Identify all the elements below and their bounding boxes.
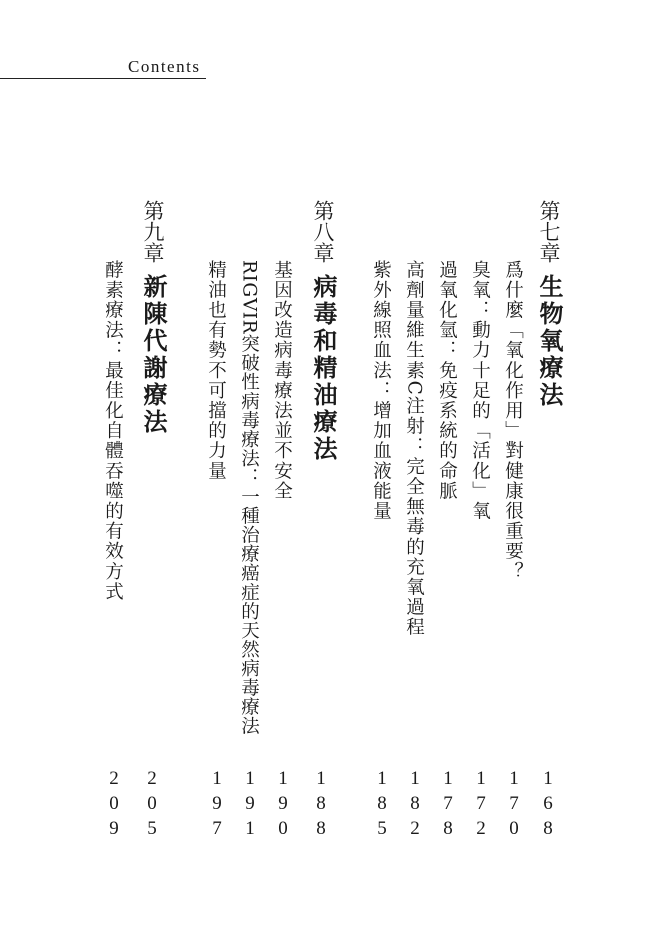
chapter-8-entry-1[interactable]: 基因改造病毒療法並不安全 [271, 260, 293, 502]
chapter-8-entry-3-page: 1 9 7 [212, 768, 222, 839]
chapter-7-entry-5-page: 1 8 5 [377, 768, 387, 839]
chapter-8-label: 第八章 [311, 200, 335, 263]
chapter-8-title: 病毒和精油療法 [309, 274, 338, 464]
chapter-7-entry-5[interactable]: 紫外線照血法：增加血液能量 [370, 260, 392, 522]
chapter-9-entry-1-page: 2 0 9 [109, 768, 119, 839]
header-rule [0, 78, 206, 79]
chapter-7-entry-4-page: 1 8 2 [410, 768, 420, 839]
chapter-9-title: 新陳代謝療法 [139, 274, 168, 437]
chapter-8-entry-2[interactable]: RIGVIR突破性病毒療法：一種治療癌症的天然病毒療法 [238, 260, 260, 736]
page-header-title: Contents [128, 57, 201, 76]
chapter-8-heading [309, 200, 338, 464]
chapter-7-heading [535, 200, 564, 410]
chapter-7-entry-4[interactable]: 高劑量維生素C注射：完全無毒的充氧過程 [403, 260, 425, 638]
chapter-8-entry-1-page: 1 9 0 [278, 768, 288, 839]
chapter-8-entry-2-page: 1 9 1 [245, 768, 255, 839]
chapter-7-entry-3[interactable]: 過氧化氫：免疫系統的命脈 [436, 260, 458, 502]
chapter-7-label: 第七章 [537, 200, 561, 263]
chapter-9-entry-1[interactable]: 酵素療法：最佳化自體吞噬的有效方式 [102, 260, 124, 602]
chapter-8-entry-3[interactable]: 精油也有勢不可擋的力量 [205, 260, 227, 482]
chapter-7-entry-2-page: 1 7 2 [476, 768, 486, 839]
chapter-9-label: 第九章 [141, 200, 165, 263]
chapter-7-title: 生物氧療法 [535, 274, 564, 410]
chapter-7-entry-1[interactable]: 爲什麼「氧化作用」對健康很重要？ [502, 260, 524, 582]
chapter-9-page-number: 2 0 5 [147, 768, 157, 839]
chapter-9-heading [139, 200, 168, 437]
chapter-7-entry-1-page: 1 7 0 [509, 768, 519, 839]
chapter-8-page-number: 1 8 8 [316, 768, 326, 839]
chapter-7-page-number: 1 6 8 [543, 768, 553, 839]
chapter-7-entry-3-page: 1 7 8 [443, 768, 453, 839]
chapter-7-entry-2[interactable]: 臭氧：動力十足的「活化」氧 [469, 260, 491, 522]
